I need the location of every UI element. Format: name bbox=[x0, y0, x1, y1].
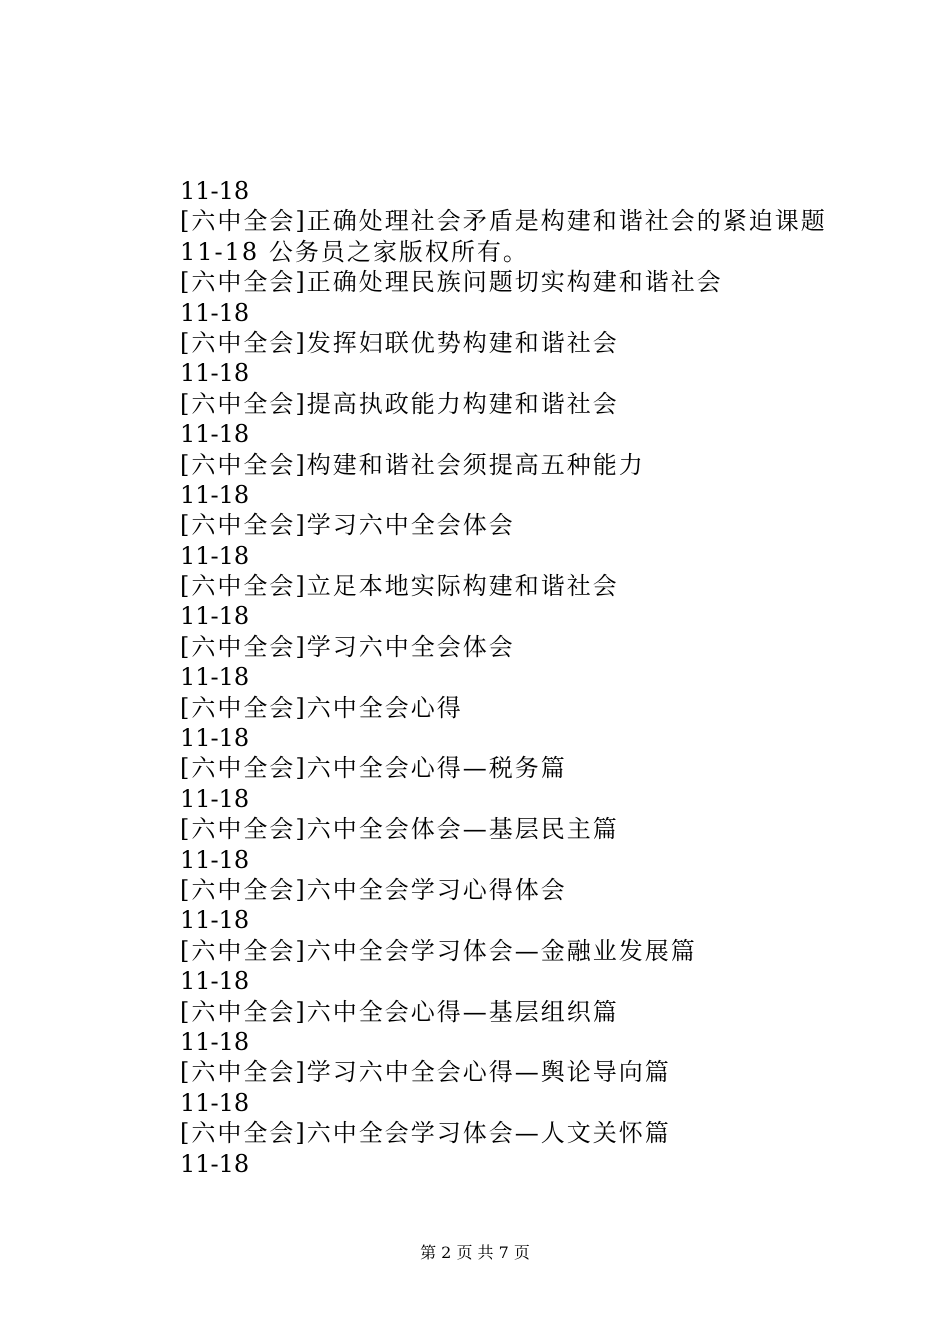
article-title-line: [六中全会]六中全会学习体会—金融业发展篇 bbox=[180, 936, 697, 965]
article-title-line: [六中全会]提高执政能力构建和谐社会 bbox=[180, 389, 619, 418]
date-line: 11-18 bbox=[180, 967, 250, 996]
date-line: 11-18 bbox=[180, 663, 250, 692]
date-line: 11-18 bbox=[180, 480, 250, 509]
article-title-line: [六中全会]构建和谐社会须提高五种能力 bbox=[180, 450, 645, 479]
article-title-line: [六中全会]六中全会体会—基层民主篇 bbox=[180, 815, 619, 844]
date-line: 11-18 bbox=[180, 298, 250, 327]
article-title-line: [六中全会]正确处理民族问题切实构建和谐社会 bbox=[180, 268, 723, 297]
date-line: 11-18 bbox=[180, 906, 250, 935]
date-line: 11-18 bbox=[180, 177, 250, 205]
date-line: 11-18 bbox=[180, 541, 250, 570]
article-title-line: [六中全会]六中全会心得—基层组织篇 bbox=[180, 997, 619, 1026]
date-line: 11-18 bbox=[180, 845, 250, 874]
article-title-line: [六中全会]发挥妇联优势构建和谐社会 bbox=[180, 328, 619, 357]
date-line: 11-18 bbox=[180, 420, 250, 449]
date-line: 11-18 bbox=[180, 1088, 250, 1117]
date-line: 11-18 bbox=[180, 724, 250, 753]
article-title-line: [六中全会]学习六中全会体会 bbox=[180, 511, 515, 540]
article-title-line: [六中全会]正确处理社会矛盾是构建和谐社会的紧迫课题 bbox=[180, 207, 827, 236]
date-line: 11-18 bbox=[180, 1149, 250, 1178]
article-title-line: [六中全会]六中全会学习体会—人文关怀篇 bbox=[180, 1119, 671, 1148]
article-title-line: [六中全会]六中全会学习心得体会 bbox=[180, 875, 567, 904]
date-line: 11-18 bbox=[180, 359, 250, 388]
date-line: 11-18 bbox=[180, 602, 250, 631]
article-title-line: [六中全会]学习六中全会心得—舆论导向篇 bbox=[180, 1058, 671, 1087]
article-title-line: [六中全会]六中全会心得—税务篇 bbox=[180, 754, 567, 783]
date-line: 11-18 bbox=[180, 784, 250, 813]
article-title-line: [六中全会]立足本地实际构建和谐社会 bbox=[180, 572, 619, 601]
page-number-footer: 第 2 页 共 7 页 bbox=[420, 1243, 530, 1262]
article-title-line: [六中全会]学习六中全会体会 bbox=[180, 632, 515, 661]
date-copyright-line: 11-18 公务员之家版权所有。 bbox=[180, 237, 529, 266]
article-title-line: [六中全会]六中全会心得 bbox=[180, 693, 463, 722]
document-body bbox=[180, 176, 870, 1179]
date-line: 11-18 bbox=[180, 1027, 250, 1056]
